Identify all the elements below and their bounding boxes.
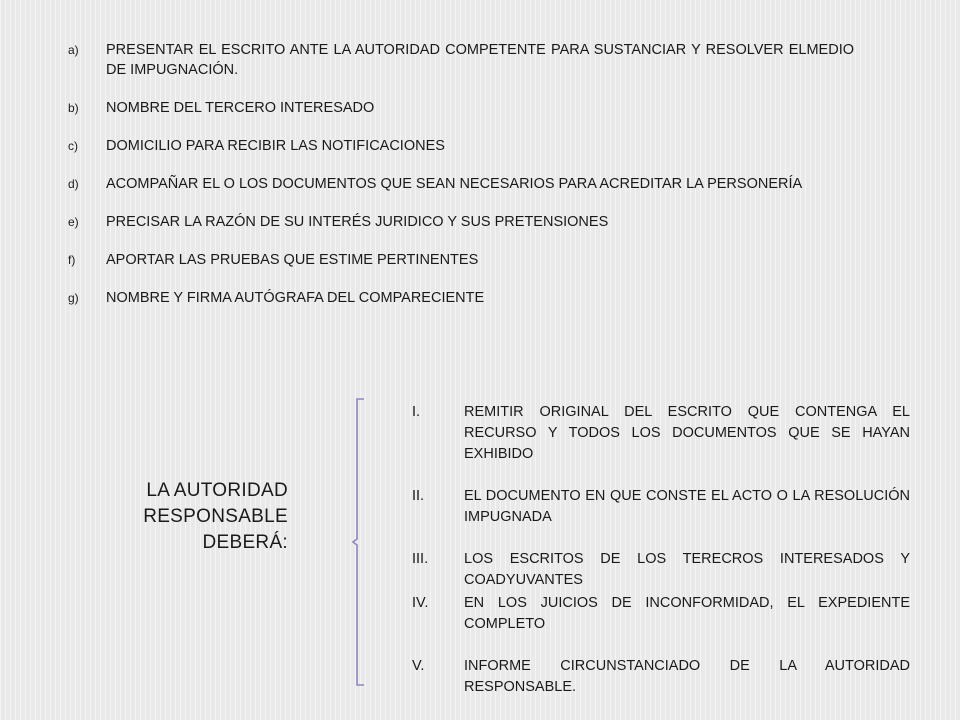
requirement-item-e (68, 212, 854, 232)
obligation-text: REMITIR ORIGINAL DEL ESCRITO QUE CONTENGA EL RECURSO Y TODOS LOS DOCUMENTOS QUE SE HAYAN EXHIBIDO (464, 404, 910, 462)
obligation-text: INFORME CIRCUNSTANCIADO DE LA AUTORIDAD RESPONSABLE. (464, 658, 910, 695)
list-marker: b) (68, 101, 79, 115)
requirement-text: NOMBRE DEL TERCERO INTERESADO (106, 100, 375, 116)
obligation-text: EN LOS JUICIOS DE INCONFORMIDAD, EL EXPEDIENTE COMPLETO (464, 595, 910, 632)
list-marker: a) (68, 43, 79, 57)
obligation-text: EL DOCUMENTO EN QUE CONSTE EL ACTO O LA RESOLUCIÓN IMPUGNADA (464, 488, 910, 525)
roman-marker: III. (412, 551, 429, 567)
requirements-list (68, 40, 854, 326)
roman-marker: I. (412, 404, 421, 420)
obligations-list (412, 402, 910, 698)
requirement-item-g (68, 288, 854, 308)
authority-label-line3: DEBERÁ: (202, 532, 288, 553)
list-marker: e) (68, 215, 79, 229)
obligation-item-1 (412, 402, 910, 465)
list-marker: f) (68, 253, 76, 267)
authority-label-line1: LA AUTORIDAD (146, 480, 288, 501)
roman-marker: II. (412, 488, 425, 504)
requirement-text: APORTAR LAS PRUEBAS QUE ESTIME PERTINENTES (106, 252, 479, 268)
requirement-text: PRECISAR LA RAZÓN DE SU INTERÉS JURIDICO Y SUS PRETENSIONES (106, 214, 609, 230)
authority-label-line2: RESPONSABLE (143, 506, 288, 527)
requirement-item-d (68, 174, 854, 194)
obligation-item-4 (412, 593, 910, 635)
requirement-item-f (68, 250, 854, 270)
requirement-item-c (68, 136, 854, 156)
list-marker: g) (68, 291, 79, 305)
obligation-text: LOS ESCRITOS DE LOS TERECROS INTERESADOS Y COADYUVANTES (464, 551, 910, 588)
curly-brace-bracket (352, 398, 366, 686)
roman-marker: IV. (412, 595, 429, 611)
roman-marker: V. (412, 658, 425, 674)
requirement-item-b (68, 98, 854, 118)
list-marker: c) (68, 139, 78, 153)
requirement-text: DOMICILIO PARA RECIBIR LAS NOTIFICACIONES (106, 138, 445, 154)
obligation-item-3 (412, 549, 910, 591)
requirement-text: NOMBRE Y FIRMA AUTÓGRAFA DEL COMPARECIENTE (106, 290, 485, 306)
obligation-item-5 (412, 656, 910, 698)
requirement-text: ACOMPAÑAR EL O LOS DOCUMENTOS QUE SEAN NECESARIOS PARA ACREDITAR LA PERSONERÍA (106, 176, 803, 192)
requirement-text: PRESENTAR EL ESCRITO ANTE LA AUTORIDAD COMPETENTE PARA SUSTANCIAR Y RESOLVER ELMEDIO DE IMPUGNACIÓN. (106, 42, 854, 78)
authority-label (143, 478, 288, 556)
requirement-item-a (68, 40, 854, 80)
list-marker: d) (68, 177, 79, 191)
obligation-item-2 (412, 486, 910, 528)
